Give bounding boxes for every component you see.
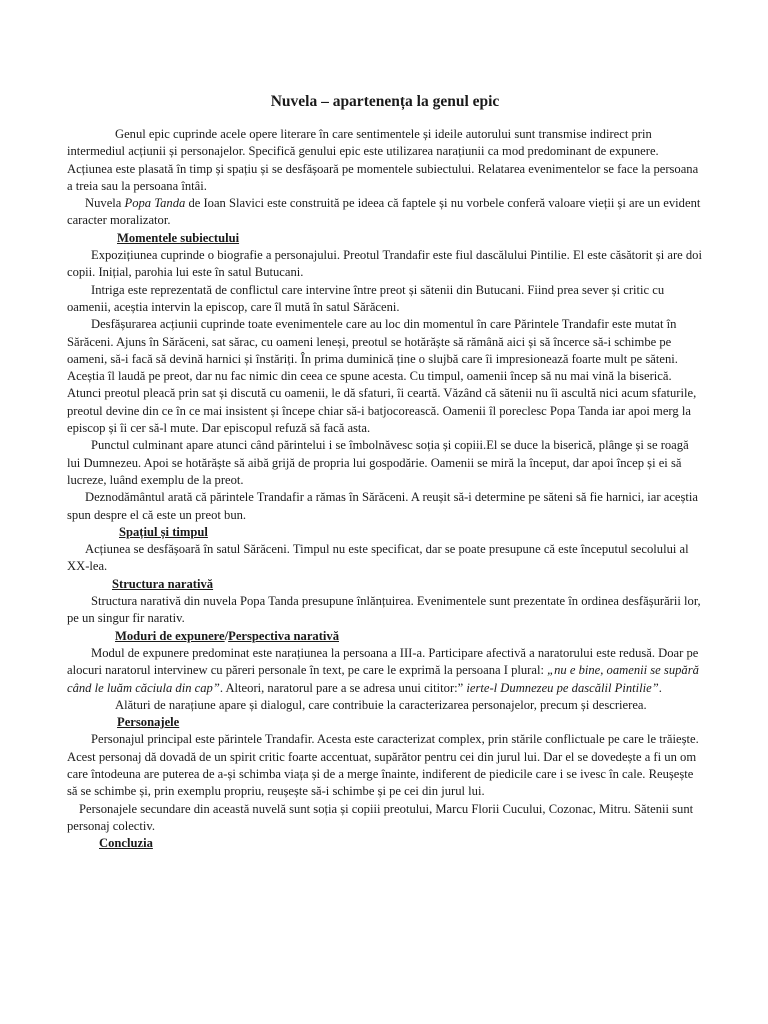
intro-novel-pre: Nuvela [85, 196, 125, 211]
paragraph-personaje-secundare: Personajele secundare din această nuvelă sunt soția și copiii preotului, Marcu Florii Cucului, Cozonac, Mitru. Sătenii sunt personaj colectiv. [67, 801, 694, 833]
paragraph-punctul-culminant: Punctul culminant apare atunci când părintelui i se îmbolnăvesc soția și copiii.El se duce la biserică, plânge și se roagă lui Dumnezeu. Apoi se hotărăște să aibă grijă de propria lui gospodărie. Oamenii se miră la început, dar apoi încep și ei să lucreze, luând exemplu de la preot. [67, 438, 689, 487]
paragraph-deznodamantul: Deznodământul arată că părintele Trandafir a rămas în Sărăceni. A reușit să-i determine pe săteni să fie harnici, iar aceștia spun despre el că este un preot bun. [67, 490, 698, 522]
paragraph-structura: Structura narativă din nuvela Popa Tanda presupune înlănțuirea. Evenimentele sunt prezentate în ordinea desfășurării lor, pe un singur fir narativ. [67, 594, 701, 626]
document-title: Nuvela – apartenența la genul epic [270, 93, 500, 110]
moduri-quote-1: „nu e bine, oamenii se supără când le luăm căciula din cap” [67, 663, 699, 695]
moduri-text-2: . Alteori, naratorul pare a se adresa unui cititor:” [219, 680, 467, 695]
heading-structura-text: Structura narativă [112, 576, 214, 591]
heading-personajele [67, 714, 703, 731]
document-body [67, 126, 703, 852]
moduri-text-3: . [658, 680, 662, 695]
intro-novel-paragraph [67, 195, 703, 230]
paragraph-spatiul: Acțiunea se desfășoară în satul Sărăceni. Timpul nu este specificat, dar se poate presupune că este începutul secolului al XX-lea. [67, 542, 689, 574]
moduri-text-1: Modul de expunere predominat este narațiunea la persoana a III-a. Participare afectivă a naratorului este redusă. Doar pe alocuri naratorul intervinew cu păreri personale în text, pe care le exprimă la persoana I plural: [67, 645, 699, 678]
heading-structura [67, 576, 703, 593]
heading-moduri-sep: / [224, 628, 229, 643]
paragraph-personaj-principal: Personajul principal este părintele Trandafir. Acesta este caracterizat complex, prin stările conflictuale pe care le trăiește. Acest personaj dă dovadă de un spirit critic foarte accentuat, supărător pentru cei din jurul lui. Dar el se dovedește a fi un om care întodeuna are puterea de a-și schimba viața și de a merge înainte, indiferent de piedicile care i se ivesc în cale. Reușește să se schimbe și, prin exemplu propriu, reușește să-i schimbe și pe cei din jurul lui. [67, 732, 699, 799]
heading-concluzia-text: Concluzia [99, 836, 153, 851]
heading-personajele-text: Personajele [117, 715, 180, 730]
heading-momentele-text: Momentele subiectului [117, 230, 240, 245]
heading-spatiul-text: Spațiul și timpul [119, 524, 208, 539]
paragraph-dialogul: Alături de narațiune apare și dialogul, care contribuie la caracterizarea personajelor, precum și descrierea. [115, 697, 647, 712]
heading-concluzia [67, 835, 703, 852]
paragraph-desfasurarea: Desfășurarea acțiunii cuprinde toate evenimentele care au loc din momentul în care Părintele Trandafir este mutat în Sărăceni. Ajuns în Sărăceni, sat sărac, cu oameni leneși, preotul se hotărăște să rămână aici și să încerce să-i schimbe pe oameni, să-i facă să devină harnici și înstăriți. În prima duminică ține o slujbă care îi impresionează foarte mult pe săteni. Aceștia îl laudă pe preot, dar nu fac nimic din ceea ce spune acesta. Cu timpul, oamenii încep să nu mai vină la biserică. Atunci preotul pleacă prin sat și discută cu oamenii, le dă sfaturi, îi ceartă. Văzând că sătenii nu îi ascultă nici acum sfaturile, preotul devine din ce în ce mai insistent și începe chiar să-i batjocorească. Oamenii îl poreclesc Popa Tanda iar apoi merg la episcop și îi cer să-l mute. Dar episcopul refuză să facă asta. [67, 317, 697, 436]
heading-spatiul [67, 524, 703, 541]
moduri-quote-2: ierte-l Dumnezeu pe dascălil Pintilie” [466, 680, 659, 695]
heading-momentele [67, 230, 703, 247]
intro-novel-post: de Ioan Slavici este construită pe ideea că faptele și nu vorbele conferă valoare vieții și are un evident caracter moralizator. [67, 196, 701, 228]
paragraph-expozitiunea: Expozițiunea cuprinde o biografie a personajului. Preotul Trandafir este fiul dascălului Pintilie. El este căsătorit și are doi copii. Inițial, parohia lui este în satul Butucani. [67, 248, 702, 280]
novel-title: Popa Tanda [124, 196, 186, 211]
paragraph-moduri [67, 645, 703, 697]
intro-paragraph: Genul epic cuprinde acele opere literare în care sentimentele și ideile autorului sunt transmise indirect prin intermediul acțiunii și personajelor. Specifică genului epic este utilizarea narațiunii ca mod predominant de expunere. Acțiunea este plasată în timp și spațiu și se desfășoară pe momentele subiectului. Relatarea evenimentelor se face la persoana a treia sau la persoana întâi. [67, 127, 699, 193]
heading-moduri-a: Moduri de expunere [115, 628, 225, 643]
paragraph-intriga: Intriga este reprezentată de conflictul care intervine între preot și sătenii din Butucani. Fiind prea sever și critic cu oamenii, aceștia intervin la episcop, care îl mută în satul Sărăceni. [67, 282, 665, 314]
heading-moduri-b: Perspectiva narativă [228, 628, 339, 643]
heading-moduri [67, 628, 703, 645]
